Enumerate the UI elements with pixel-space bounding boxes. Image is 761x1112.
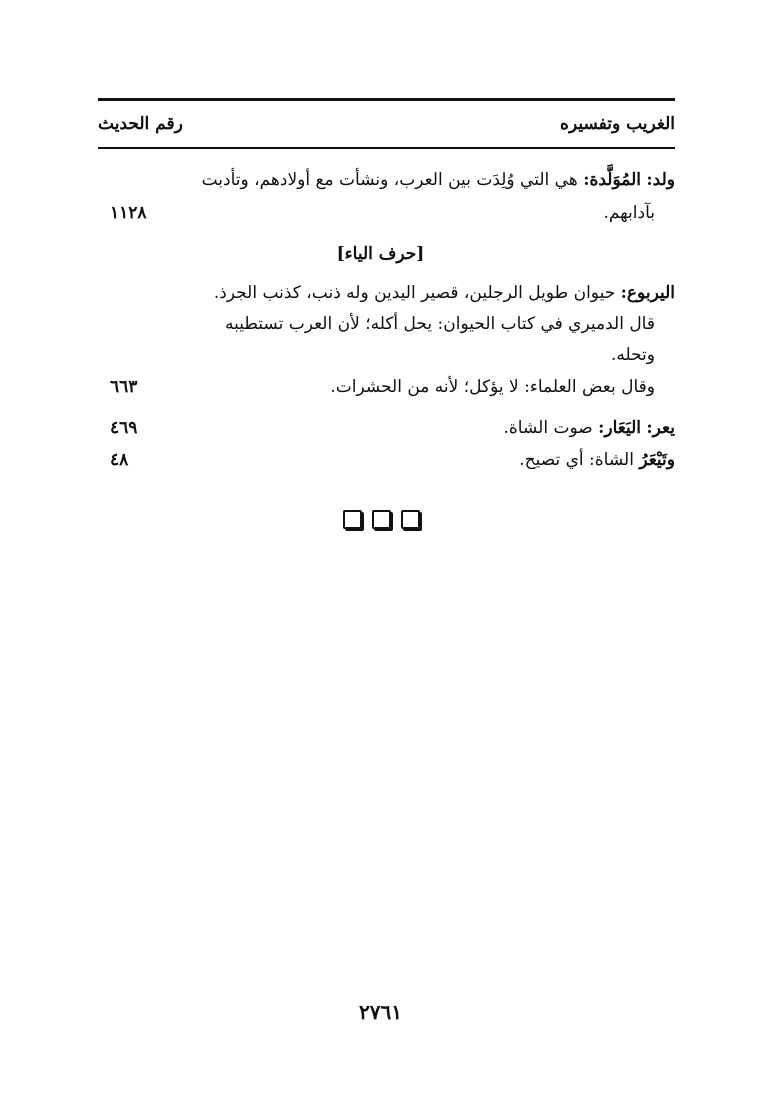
- entry-tayar-line1: [519, 450, 675, 470]
- hadith-number: ٤٦٩: [110, 418, 138, 438]
- header-column-label: رقم الحديث: [98, 114, 183, 134]
- entry-text: حيوان طويل الرجلين، قصير اليدين وله ذنب، كذنب الجرذ.: [213, 283, 616, 303]
- entry-walad-line2: بآدابهم.: [603, 203, 655, 223]
- entry-yarbu-line3: وتحله.: [610, 345, 655, 365]
- entry-yarbu-line4: وقال بعض العلماء: لا يؤكل؛ لأنه من الحشرات.: [330, 377, 655, 397]
- entry-yarbu-line1: [214, 283, 675, 303]
- square-icon: [372, 510, 391, 529]
- entry-keyword: ولد:: [646, 170, 675, 190]
- entry-text: هي التي وُلِدَت بين العرب، ونشأت مع أولادهم، وتأدبت: [201, 170, 578, 190]
- hadith-number: ١١٢٨: [110, 203, 147, 223]
- end-ornament: [343, 510, 420, 529]
- entry-yarbu-line2: قال الدميري في كتاب الحيوان: يحل أكله؛ لأن العرب تستطيبه: [224, 314, 655, 334]
- header-rule: [98, 147, 675, 149]
- entry-text: صوت الشاة.: [503, 418, 593, 438]
- entry-term: اليَعَار:: [598, 418, 641, 438]
- entry-term: المُوَلَّدة:: [583, 170, 641, 190]
- entry-walad-line1: [202, 170, 675, 190]
- entry-term: وتَيْعَرُ: [639, 450, 675, 470]
- entry-keyword: يعر:: [646, 418, 675, 438]
- hadith-number: ٦٦٣: [110, 377, 138, 397]
- entry-text: الشاة: أي تصيح.: [519, 450, 634, 470]
- square-icon: [401, 510, 420, 529]
- header-title: الغريب وتفسيره: [560, 114, 675, 134]
- top-rule: [98, 98, 675, 101]
- section-heading: [حرف الياء]: [336, 244, 425, 264]
- square-icon: [343, 510, 362, 529]
- entry-keyword: اليربوع:: [620, 283, 675, 303]
- page-number: ٢٧٦١: [359, 1000, 402, 1024]
- entry-yar-line1: [504, 418, 676, 438]
- hadith-number: ٤٨: [110, 450, 129, 470]
